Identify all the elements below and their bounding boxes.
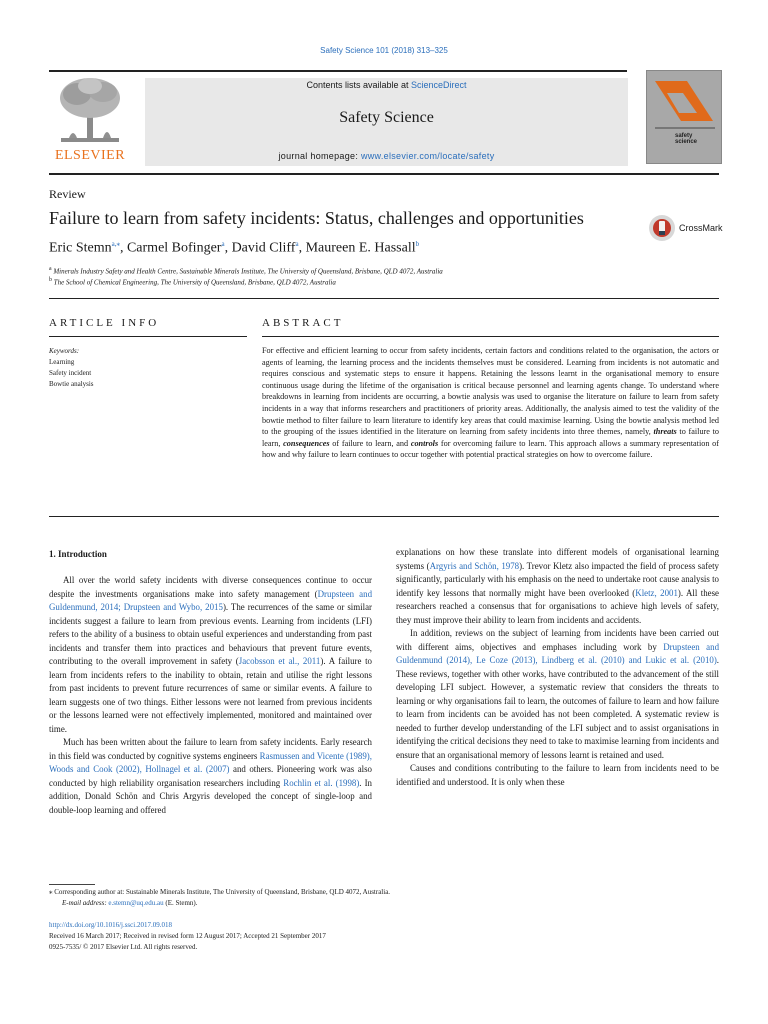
abstract-part: to failure to learn, (262, 427, 719, 448)
journal-cover-image (646, 70, 722, 164)
text: explanations on how these translate into different models of organisational learning systems ( (396, 547, 719, 571)
email-suffix: (E. Stemn). (163, 899, 198, 907)
cover-title: safety science (675, 133, 698, 145)
affiliation (49, 266, 443, 275)
body-column-right (396, 546, 719, 789)
article-info-heading: ARTICLE INFO (49, 317, 160, 329)
email-label: E-mail address: (62, 899, 107, 907)
abstract-part: For effective and efficient learning to occur from safety incidents, certain factors and conditions related to the organisation, the actors or agents of learning, the learning process and the incidents themselves must be considered. Learning from incidents is not automatic and requires conscious and systematic steps to ensure it happens. Retaining the lessons learnt in the organisational memory to ensure continuous usage during the lifetime of the organisation is critical because personnel and learning agents change. To understand where breakdowns in learning from incidents are occurring, a bowtie analysis was used to organise the literature on failure to learn from safety incidents in a way that informs researchers and practitioners of priority areas. Additionally, the analysis aimed to test the validity of the bowtie method to filter failure to learn literature to identify key areas that could maximise learning. Using the bowtie analysis method led to the grouping of the issues identified in the literature on learning from safety incidents into three themes, namely, (262, 346, 719, 437)
citation-link[interactable]: Drupsteen and Guldenmund (2014), Le Coze (2013), Lindberg et al. (2010) and Lukic et al. (2010) (396, 641, 720, 665)
abstract-emphasis: controls (410, 438, 439, 448)
citation-link[interactable]: Rasmussen and Vicente (1989), Woods and Cook (2002), Hollnagel et al. (2007) (49, 750, 372, 774)
paragraph (49, 574, 372, 736)
footnote-corresponding: ⁎ Corresponding author at: Sustainable Minerals Institute, The University of Queensland, Brisbane, QLD 4072, Australia. (49, 888, 391, 896)
abstract-rule (262, 336, 719, 337)
abstract-part: for overcoming failure to learn. This approach allows a summary representation of how and why failure to learn continues to occur together with potential practical strategies on how to overcome failure. (262, 438, 719, 460)
divider (49, 298, 719, 299)
paragraph: Causes and conditions contributing to the failure to learn from incidents need to be identified and understood. It is only when these (396, 763, 719, 787)
text: . These reviews, together with other works, have contributed to the advancement of the still developing LFI subject. However, a systematic review that considers the threats to learning or why organisations fail to learn, the outcomes of failure to learn and how failure to learn from incidents can be avoided has not been completed. A systematic review is needed to further develop understanding of the LFI subject and to assist organisations in identifying the critical decisions they need to take to maximise learning from incidents and ensure that an organisational memory of lessons learnt is retained and used. (396, 655, 719, 760)
text: and others. Pioneering work was also conducted by high reliability organisation researchers including (49, 764, 372, 788)
text: ). Trevor Kletz also impacted the field of process safety significantly, particularly with his emphasis on the need to undertake root cause analysis to identify key lessons that normally might have been overlooked ( (396, 560, 719, 598)
author-name[interactable]: David Cliff (231, 240, 296, 256)
footnote-email (62, 899, 197, 907)
paragraph (49, 736, 372, 817)
author-affil-marker[interactable]: a (221, 240, 225, 248)
article-title: Failure to learn from safety incidents: Status, challenges and opportunities (49, 208, 584, 228)
paragraph (396, 546, 719, 627)
footnote-rule (49, 884, 95, 885)
article-info-rule (49, 336, 247, 337)
header-rule-bottom (49, 173, 719, 175)
abstract-part: of failure to learn, and (329, 438, 411, 448)
journal-title: Safety Science (339, 109, 434, 126)
crossmark-icon[interactable] (648, 214, 676, 247)
affiliation-marker: b (49, 277, 52, 283)
received-dates: Received 16 March 2017; Received in revised form 12 August 2017; Accepted 21 September 2017 (49, 932, 326, 940)
author-name[interactable]: Maureen E. Hassall (305, 240, 416, 256)
author-affil-marker[interactable]: a,⁎ (111, 240, 120, 248)
text: ). A failure to learn from incidents refers to the inability to obtain, retain and utilise the right lessons from past incidents to prevent future recurrences of same or similar events. A failure to learn suggests one of two things. Either lessons were not learned from previous incidents or the lessons learned were not effectively implemented, monitored and maintained over time. (49, 656, 372, 734)
affiliation (49, 277, 336, 286)
citation-link[interactable]: Jacobsson et al., 2011 (238, 656, 321, 666)
author-list: Eric Stemn$^{a,⁎}$, Carmel Bofinger$^a$, David Cliff$^a$, Maureen E. Hassall$^b$ (49, 240, 420, 256)
affiliation-text: The School of Chemical Engineering, The University of Queensland, Brisbane, QLD 4072, Australia (53, 278, 336, 287)
header-rule-top (49, 70, 627, 72)
author-affil-marker[interactable]: a (295, 240, 299, 248)
citation-link[interactable]: Drupsteen and Guldenmund, 2014; Drupsteen and Wybo, 2015 (49, 588, 373, 612)
text: . In addition, Donald Schön and Chris Argyris developed the concept of single-loop and double-loop learning and offered (49, 777, 372, 815)
keyword: Safety incident (49, 369, 92, 377)
sciencedirect-link[interactable]: ScienceDirect (411, 80, 467, 90)
text: In addition, reviews on the subject of learning from incidents have been carried out with different aims, objectives and emphases including work by (396, 628, 719, 652)
author-name[interactable]: Eric Stemn (49, 240, 112, 256)
copyright: 0925-7535/ © 2017 Elsevier Ltd. All rights reserved. (49, 943, 198, 951)
abstract-text (262, 345, 719, 461)
contents-prefix: Contents lists available at (306, 80, 412, 90)
keyword: Learning (49, 358, 75, 366)
journal-homepage (145, 151, 628, 161)
homepage-link[interactable]: www.elsevier.com/locate/safety (360, 151, 495, 161)
email-link[interactable]: e.stemn@uq.edu.au (108, 899, 164, 907)
text: All over the world safety incidents with diverse consequences continue to occur despite the investments organisations make into safety management ( (49, 575, 372, 599)
keywords-label: Keywords: (49, 347, 80, 355)
abstract-heading: ABSTRACT (262, 317, 344, 329)
doi-link[interactable]: http://dx.doi.org/10.1016/j.ssci.2017.09.018 (49, 921, 172, 929)
text: Much has been written about the failure to learn from safety incidents. Early research in this field was conducted by cognitive systems engineers (49, 737, 372, 761)
elsevier-wordmark: ELSEVIER (54, 148, 126, 163)
keyword: Bowtie analysis (49, 380, 94, 388)
citation-link[interactable]: Argyris and Schön, 1978 (429, 560, 520, 571)
paragraph (396, 627, 719, 762)
affiliation-marker: a (49, 266, 52, 272)
text: ). The recurrences of the same or similar incidents suggest a failure to learn from previous events. Learning from incidents (LFI) refers to the ability of a business to obtain useful experiences and understanding from past incidents and transfer them into practices and behaviours that prevent future events, contributing to the overall improvement in safety ( (49, 602, 373, 666)
abstract-emphasis: consequences (283, 438, 330, 448)
article-type: Review (49, 187, 86, 201)
author-affil-marker[interactable]: b (415, 240, 420, 248)
homepage-prefix: journal homepage: (278, 151, 361, 161)
section-heading-introduction: 1. Introduction (49, 549, 107, 559)
abstract-emphasis: threats (653, 427, 677, 437)
journal-reference[interactable]: Safety Science 101 (2018) 313–325 (320, 46, 448, 55)
affiliation-text: Minerals Industry Safety and Health Centre, Sustainable Minerals Institute, The University of Queensland, Brisbane, QLD 4072, Australia (53, 267, 443, 276)
crossmark-label[interactable]: CrossMark (679, 223, 723, 233)
citation-link[interactable]: Rochlin et al. (1998) (283, 777, 360, 788)
text: ). All these researchers reached a consensus that for organisations to achieve high levels of safety, they must improve their ability to learn from incidents and accidents. (396, 587, 719, 625)
author-name[interactable]: Carmel Bofinger (126, 240, 222, 256)
body-column-left (49, 574, 372, 817)
divider (49, 516, 719, 517)
citation-link[interactable]: Kletz, 2001 (635, 587, 678, 598)
contents-line (145, 80, 628, 90)
